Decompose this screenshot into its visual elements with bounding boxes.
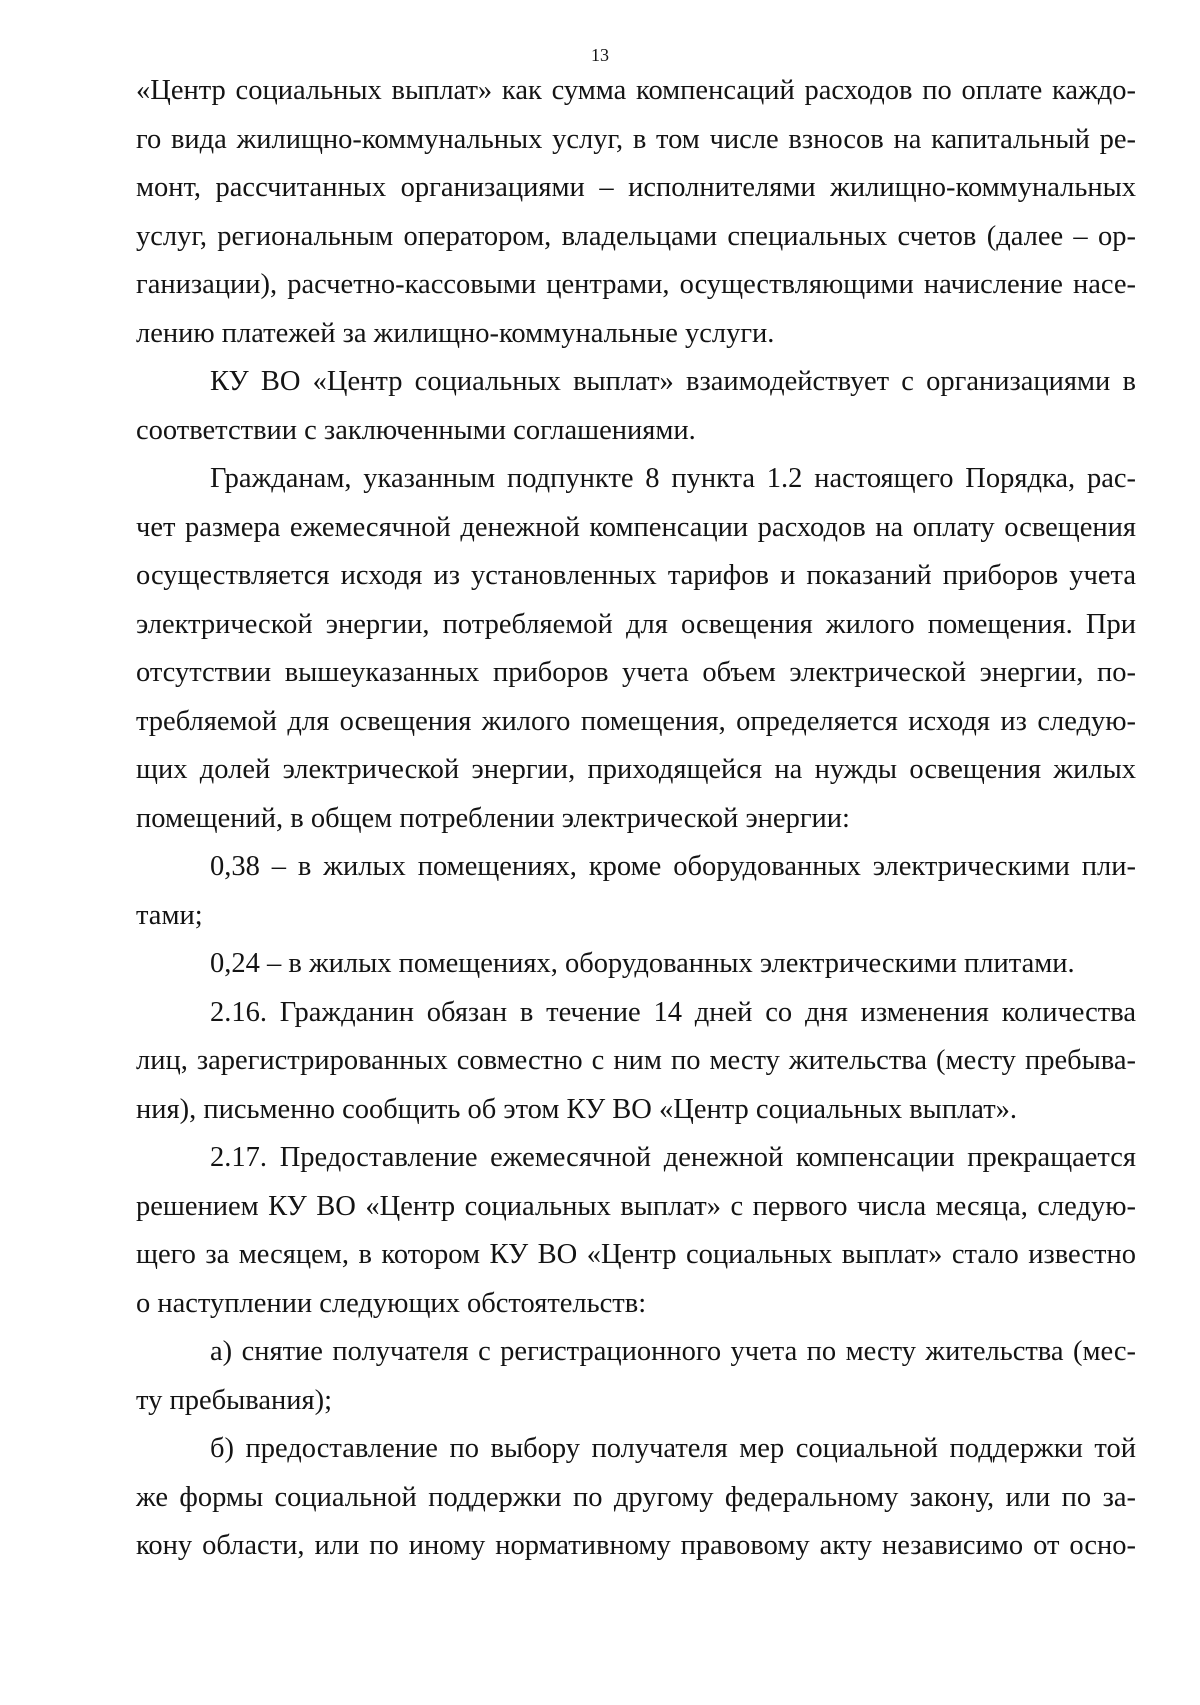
- paragraph: [136, 1134, 1136, 1328]
- text-line: а) снятие получателя с регистрационного учета по месту жительства (мес-: [210, 1336, 1136, 1367]
- text-line: лению платежей за жилищно-коммунальные услуги.: [136, 317, 775, 349]
- text-line: соответствии с заключенными соглашениями.: [136, 414, 696, 446]
- text-line: тами;: [136, 899, 203, 931]
- text-line: 0,38 – в жилых помещениях, кроме оборудованных электрическими пли-: [210, 851, 1136, 882]
- paragraph: [136, 455, 1136, 843]
- text-line: 2.16. Гражданин обязан в течение 14 дней со дня изменения количества: [210, 996, 1136, 1028]
- text-line: о наступлении следующих обстоятельств:: [136, 1287, 647, 1319]
- text-line: Гражданам, указанным подпункте 8 пункта 1.2 настоящего Порядка, рас-: [210, 463, 1136, 494]
- text-line: помещений, в общем потреблении электрической энергии:: [136, 802, 850, 834]
- text-line: ту пребывания);: [136, 1384, 333, 1416]
- paragraph: [136, 358, 1136, 455]
- paragraph: [136, 1425, 1136, 1571]
- text-line: «Центр социальных выплат» как сумма компенсаций расходов по оплате каждо-: [136, 75, 1136, 106]
- text-line: го вида жилищно-коммунальных услуг, в том числе взносов на капитальный ре-: [136, 123, 1136, 155]
- text-line: щего за месяцем, в котором КУ ВО «Центр социальных выплат» стало известно: [136, 1239, 1136, 1270]
- text-line: требляемой для освещения жилого помещения, определяется исходя из следую-: [136, 705, 1136, 737]
- paragraph: [136, 1328, 1136, 1425]
- text-line: чет размера ежемесячной денежной компенсации расходов на оплату освещения: [136, 511, 1136, 543]
- text-line: отсутствии вышеуказанных приборов учета объем электрической энергии, по-: [136, 657, 1136, 688]
- text-line: 0,24 – в жилых помещениях, оборудованных электрическими плитами.: [210, 948, 1075, 979]
- text-line: щих долей электрической энергии, приходящейся на нужды освещения жилых: [136, 754, 1136, 785]
- text-line: лиц, зарегистрированных совместно с ним по месту жительства (месту пребыва-: [136, 1045, 1136, 1076]
- text-line: монт, рассчитанных организациями – исполнителями жилищно-коммунальных: [136, 172, 1136, 203]
- text-line: осуществляется исходя из установленных тарифов и показаний приборов учета: [136, 560, 1136, 591]
- text-line: ганизации), расчетно-кассовыми центрами, осуществляющими начисление насе-: [136, 269, 1136, 300]
- paragraph: [136, 940, 1136, 989]
- page-number: 13: [591, 45, 609, 65]
- paragraph: [136, 67, 1136, 358]
- text-line: ния), письменно сообщить об этом КУ ВО «Центр социальных выплат».: [136, 1093, 1018, 1125]
- text-line: КУ ВО «Центр социальных выплат» взаимодействует с организациями в: [210, 366, 1136, 397]
- text-line: электрической энергии, потребляемой для освещения жилого помещения. При: [136, 608, 1136, 640]
- text-line: решением КУ ВО «Центр социальных выплат» с первого числа месяца, следую-: [136, 1190, 1136, 1222]
- text-line: кону области, или по иному нормативному правовому акту независимо от осно-: [136, 1530, 1136, 1561]
- document-body: [136, 67, 1136, 1571]
- text-line: б) предоставление по выбору получателя мер социальной поддержки той: [210, 1433, 1136, 1464]
- paragraph: [136, 989, 1136, 1135]
- text-line: же формы социальной поддержки по другому федеральному закону, или по за-: [136, 1481, 1136, 1513]
- text-line: 2.17. Предоставление ежемесячной денежной компенсации прекращается: [210, 1142, 1136, 1173]
- text-line: услуг, региональным оператором, владельцами специальных счетов (далее – ор-: [136, 220, 1136, 252]
- paragraph: [136, 843, 1136, 940]
